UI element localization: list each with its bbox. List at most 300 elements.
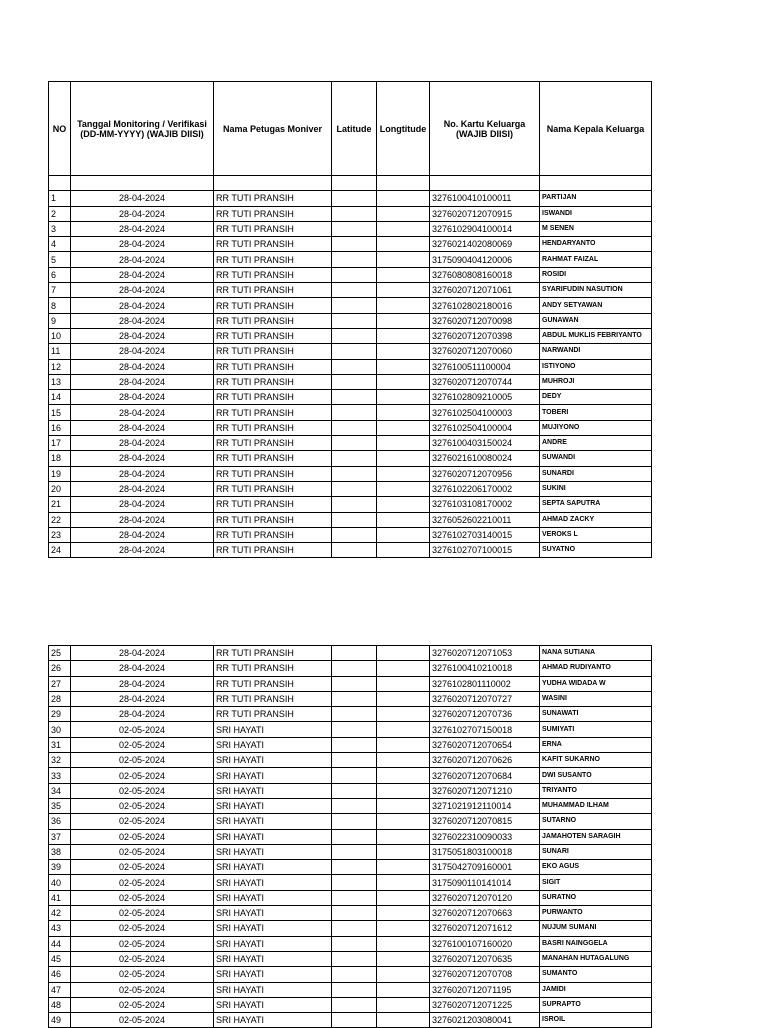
cell-no: 36 — [49, 814, 71, 829]
cell-tanggal: 28-04-2024 — [71, 328, 214, 343]
cell-kepala: TOBERI — [540, 405, 652, 420]
cell-no: 5 — [49, 252, 71, 267]
cell-no: 10 — [49, 328, 71, 343]
cell-longitude — [377, 875, 430, 890]
table-row — [49, 328, 652, 343]
cell-kepala: SUKINI — [540, 481, 652, 496]
cell-longitude — [377, 890, 430, 905]
cell-no: 8 — [49, 298, 71, 313]
cell-petugas: SRI HAYATI — [214, 875, 332, 890]
table-row — [49, 737, 652, 752]
cell-kk: 3276020712070915 — [430, 206, 540, 221]
cell-latitude — [332, 543, 377, 558]
table-row — [49, 374, 652, 389]
cell-petugas: SRI HAYATI — [214, 921, 332, 936]
cell-longitude — [377, 420, 430, 435]
cell-kepala: SUWANDI — [540, 451, 652, 466]
cell-latitude — [332, 967, 377, 982]
cell-kk: 3276102707150018 — [430, 722, 540, 737]
cell-kk: 3276020712071225 — [430, 997, 540, 1012]
cell-longitude — [377, 783, 430, 798]
cell-no: 12 — [49, 359, 71, 374]
cell-petugas: RR TUTI PRANSIH — [214, 646, 332, 661]
cell-petugas: RR TUTI PRANSIH — [214, 527, 332, 542]
cell-longitude — [377, 466, 430, 481]
cell-latitude — [332, 191, 377, 206]
cell-longitude — [377, 798, 430, 813]
cell-petugas: RR TUTI PRANSIH — [214, 676, 332, 691]
cell-tanggal: 28-04-2024 — [71, 676, 214, 691]
cell-latitude — [332, 921, 377, 936]
spacer-cell — [71, 176, 214, 191]
table-row — [49, 829, 652, 844]
cell-kk: 3276102707100015 — [430, 543, 540, 558]
cell-petugas: SRI HAYATI — [214, 783, 332, 798]
cell-petugas: SRI HAYATI — [214, 753, 332, 768]
cell-tanggal: 28-04-2024 — [71, 298, 214, 313]
cell-kepala: ANDRE — [540, 436, 652, 451]
cell-petugas: SRI HAYATI — [214, 814, 332, 829]
cell-no: 38 — [49, 844, 71, 859]
cell-kk: 3276020712071061 — [430, 283, 540, 298]
table-row — [49, 298, 652, 313]
cell-tanggal: 02-05-2024 — [71, 737, 214, 752]
cell-petugas: RR TUTI PRANSIH — [214, 313, 332, 328]
cell-kepala: TRIYANTO — [540, 783, 652, 798]
cell-kepala: EKO AGUS — [540, 860, 652, 875]
cell-no: 29 — [49, 707, 71, 722]
cell-no: 34 — [49, 783, 71, 798]
cell-longitude — [377, 707, 430, 722]
table-row — [49, 221, 652, 236]
cell-petugas: RR TUTI PRANSIH — [214, 466, 332, 481]
cell-kk: 3276020712070635 — [430, 951, 540, 966]
cell-longitude — [377, 676, 430, 691]
cell-kepala: VEROKS L — [540, 527, 652, 542]
cell-kepala: BASRI NAINGGELA — [540, 936, 652, 951]
table-row — [49, 191, 652, 206]
cell-longitude — [377, 206, 430, 221]
cell-kepala: ABDUL MUKLIS FEBRIYANTO — [540, 328, 652, 343]
cell-kepala: PARTIJAN — [540, 191, 652, 206]
cell-petugas: SRI HAYATI — [214, 936, 332, 951]
header-longitude: Longtitude — [377, 82, 430, 176]
cell-longitude — [377, 1013, 430, 1028]
table-row — [49, 783, 652, 798]
cell-kk: 3175090404120006 — [430, 252, 540, 267]
cell-petugas: RR TUTI PRANSIH — [214, 481, 332, 496]
cell-petugas: SRI HAYATI — [214, 1013, 332, 1028]
cell-tanggal: 28-04-2024 — [71, 420, 214, 435]
cell-longitude — [377, 298, 430, 313]
cell-no: 41 — [49, 890, 71, 905]
cell-latitude — [332, 512, 377, 527]
cell-latitude — [332, 936, 377, 951]
cell-tanggal: 28-04-2024 — [71, 466, 214, 481]
cell-no: 44 — [49, 936, 71, 951]
cell-latitude — [332, 860, 377, 875]
cell-latitude — [332, 436, 377, 451]
spacer-cell — [377, 176, 430, 191]
table-row — [49, 497, 652, 512]
cell-longitude — [377, 967, 430, 982]
cell-latitude — [332, 252, 377, 267]
table-row — [49, 875, 652, 890]
cell-kk: 3276020712070956 — [430, 466, 540, 481]
cell-kk: 3271021912110014 — [430, 798, 540, 813]
cell-latitude — [332, 497, 377, 512]
cell-petugas: RR TUTI PRANSIH — [214, 237, 332, 252]
cell-tanggal: 02-05-2024 — [71, 753, 214, 768]
cell-petugas: RR TUTI PRANSIH — [214, 512, 332, 527]
table-row — [49, 814, 652, 829]
cell-petugas: RR TUTI PRANSIH — [214, 390, 332, 405]
cell-latitude — [332, 814, 377, 829]
cell-kk: 3276052602210011 — [430, 512, 540, 527]
cell-no: 24 — [49, 543, 71, 558]
cell-kepala: SEPTA SAPUTRA — [540, 497, 652, 512]
table-row — [49, 890, 652, 905]
cell-no: 40 — [49, 875, 71, 890]
cell-no: 46 — [49, 967, 71, 982]
cell-tanggal: 02-05-2024 — [71, 829, 214, 844]
table-body — [49, 176, 652, 558]
cell-kepala: M SENEN — [540, 221, 652, 236]
cell-petugas: RR TUTI PRANSIH — [214, 436, 332, 451]
cell-tanggal: 28-04-2024 — [71, 252, 214, 267]
cell-kk: 3276020712070654 — [430, 737, 540, 752]
cell-kepala: ERNA — [540, 737, 652, 752]
cell-longitude — [377, 359, 430, 374]
cell-tanggal: 28-04-2024 — [71, 497, 214, 512]
cell-kk: 3276020712071612 — [430, 921, 540, 936]
cell-kk: 3276020712071053 — [430, 646, 540, 661]
table-row — [49, 344, 652, 359]
cell-longitude — [377, 283, 430, 298]
cell-kepala: RAHMAT FAIZAL — [540, 252, 652, 267]
table-row — [49, 906, 652, 921]
cell-latitude — [332, 691, 377, 706]
table-header-row — [49, 82, 652, 176]
cell-latitude — [332, 344, 377, 359]
cell-tanggal: 02-05-2024 — [71, 921, 214, 936]
cell-no: 16 — [49, 420, 71, 435]
cell-petugas: SRI HAYATI — [214, 844, 332, 859]
cell-kk: 3276100410100011 — [430, 191, 540, 206]
cell-kepala: MUHROJI — [540, 374, 652, 389]
cell-tanggal: 02-05-2024 — [71, 906, 214, 921]
cell-kepala: SUYATNO — [540, 543, 652, 558]
cell-longitude — [377, 982, 430, 997]
cell-longitude — [377, 753, 430, 768]
cell-kk: 3276102206170002 — [430, 481, 540, 496]
cell-no: 23 — [49, 527, 71, 542]
cell-petugas: RR TUTI PRANSIH — [214, 206, 332, 221]
cell-petugas: RR TUTI PRANSIH — [214, 252, 332, 267]
table-row — [49, 466, 652, 481]
cell-kepala: ROSIDI — [540, 267, 652, 282]
cell-petugas: SRI HAYATI — [214, 967, 332, 982]
cell-tanggal: 28-04-2024 — [71, 481, 214, 496]
cell-tanggal: 28-04-2024 — [71, 344, 214, 359]
cell-latitude — [332, 829, 377, 844]
cell-latitude — [332, 768, 377, 783]
cell-kk: 3276022310090033 — [430, 829, 540, 844]
table-row — [49, 283, 652, 298]
cell-tanggal: 28-04-2024 — [71, 221, 214, 236]
cell-longitude — [377, 252, 430, 267]
cell-kk: 3276102703140015 — [430, 527, 540, 542]
table-row — [49, 951, 652, 966]
cell-no: 22 — [49, 512, 71, 527]
cell-tanggal: 02-05-2024 — [71, 860, 214, 875]
cell-petugas: RR TUTI PRANSIH — [214, 420, 332, 435]
cell-kepala: ANDY SETYAWAN — [540, 298, 652, 313]
cell-no: 11 — [49, 344, 71, 359]
cell-latitude — [332, 466, 377, 481]
cell-latitude — [332, 298, 377, 313]
cell-kk: 3276020712070708 — [430, 967, 540, 982]
header-spacer-row — [49, 176, 652, 191]
cell-longitude — [377, 997, 430, 1012]
cell-petugas: SRI HAYATI — [214, 982, 332, 997]
cell-longitude — [377, 768, 430, 783]
table-row — [49, 646, 652, 661]
cell-tanggal: 02-05-2024 — [71, 997, 214, 1012]
cell-kepala: DWI SUSANTO — [540, 768, 652, 783]
cell-tanggal: 28-04-2024 — [71, 543, 214, 558]
cell-tanggal: 02-05-2024 — [71, 1013, 214, 1028]
cell-petugas: RR TUTI PRANSIH — [214, 451, 332, 466]
cell-longitude — [377, 374, 430, 389]
table-row — [49, 267, 652, 282]
cell-latitude — [332, 221, 377, 236]
table-row — [49, 844, 652, 859]
header-tanggal: Tanggal Monitoring / Verifikasi (DD-MM-YYYY) (WAJIB DIISI) — [71, 82, 214, 176]
beneficiary-table-page-2 — [48, 645, 652, 1028]
cell-no: 3 — [49, 221, 71, 236]
cell-tanggal: 28-04-2024 — [71, 451, 214, 466]
cell-kk: 3276020712071195 — [430, 982, 540, 997]
cell-longitude — [377, 860, 430, 875]
cell-kk: 3276100511100004 — [430, 359, 540, 374]
cell-tanggal: 28-04-2024 — [71, 646, 214, 661]
table-row — [49, 543, 652, 558]
table-row — [49, 997, 652, 1012]
cell-no: 33 — [49, 768, 71, 783]
table-row — [49, 691, 652, 706]
cell-no: 37 — [49, 829, 71, 844]
cell-kk: 3276020712070626 — [430, 753, 540, 768]
cell-kepala: ISTIYONO — [540, 359, 652, 374]
cell-kepala: PURWANTO — [540, 906, 652, 921]
cell-kk: 3175090110141014 — [430, 875, 540, 890]
cell-tanggal: 28-04-2024 — [71, 283, 214, 298]
cell-no: 49 — [49, 1013, 71, 1028]
cell-kepala: MANAHAN HUTAGALUNG — [540, 951, 652, 966]
cell-tanggal: 28-04-2024 — [71, 374, 214, 389]
cell-longitude — [377, 221, 430, 236]
cell-latitude — [332, 722, 377, 737]
cell-longitude — [377, 237, 430, 252]
header-no: NO — [49, 82, 71, 176]
cell-petugas: RR TUTI PRANSIH — [214, 691, 332, 706]
cell-kepala: MUHAMMAD ILHAM — [540, 798, 652, 813]
cell-petugas: RR TUTI PRANSIH — [214, 543, 332, 558]
cell-petugas: RR TUTI PRANSIH — [214, 359, 332, 374]
cell-kepala: NARWANDI — [540, 344, 652, 359]
cell-petugas: RR TUTI PRANSIH — [214, 374, 332, 389]
cell-longitude — [377, 906, 430, 921]
table-row — [49, 237, 652, 252]
cell-tanggal: 02-05-2024 — [71, 783, 214, 798]
cell-no: 18 — [49, 451, 71, 466]
table-row — [49, 420, 652, 435]
cell-kepala: JAMAHOTEN SARAGIH — [540, 829, 652, 844]
cell-petugas: SRI HAYATI — [214, 997, 332, 1012]
cell-no: 17 — [49, 436, 71, 451]
cell-latitude — [332, 783, 377, 798]
cell-no: 20 — [49, 481, 71, 496]
cell-latitude — [332, 405, 377, 420]
cell-kepala: SUNAWATI — [540, 707, 652, 722]
cell-tanggal: 02-05-2024 — [71, 982, 214, 997]
cell-no: 21 — [49, 497, 71, 512]
cell-no: 28 — [49, 691, 71, 706]
cell-latitude — [332, 906, 377, 921]
cell-no: 4 — [49, 237, 71, 252]
cell-kepala: JAMIDI — [540, 982, 652, 997]
cell-tanggal: 02-05-2024 — [71, 768, 214, 783]
cell-kk: 3276020712070727 — [430, 691, 540, 706]
cell-no: 19 — [49, 466, 71, 481]
cell-tanggal: 28-04-2024 — [71, 512, 214, 527]
cell-kepala: SUNARDI — [540, 466, 652, 481]
cell-kk: 3276102801110002 — [430, 676, 540, 691]
table-row — [49, 722, 652, 737]
cell-kepala: SUNARI — [540, 844, 652, 859]
cell-longitude — [377, 646, 430, 661]
cell-tanggal: 02-05-2024 — [71, 875, 214, 890]
cell-longitude — [377, 191, 430, 206]
cell-no: 42 — [49, 906, 71, 921]
cell-petugas: SRI HAYATI — [214, 722, 332, 737]
cell-latitude — [332, 982, 377, 997]
cell-tanggal: 28-04-2024 — [71, 206, 214, 221]
cell-no: 14 — [49, 390, 71, 405]
cell-tanggal: 28-04-2024 — [71, 359, 214, 374]
cell-petugas: SRI HAYATI — [214, 906, 332, 921]
cell-latitude — [332, 753, 377, 768]
cell-latitude — [332, 737, 377, 752]
cell-longitude — [377, 691, 430, 706]
cell-longitude — [377, 313, 430, 328]
cell-kk: 3276080808160018 — [430, 267, 540, 282]
cell-longitude — [377, 436, 430, 451]
cell-latitude — [332, 676, 377, 691]
cell-longitude — [377, 951, 430, 966]
cell-kk: 3276020712070098 — [430, 313, 540, 328]
cell-kepala: ISROIL — [540, 1013, 652, 1028]
cell-kepala: YUDHA WIDADA W — [540, 676, 652, 691]
cell-longitude — [377, 328, 430, 343]
cell-tanggal: 28-04-2024 — [71, 390, 214, 405]
cell-petugas: SRI HAYATI — [214, 890, 332, 905]
cell-latitude — [332, 283, 377, 298]
cell-no: 1 — [49, 191, 71, 206]
cell-tanggal: 28-04-2024 — [71, 691, 214, 706]
cell-kk: 3276020712070398 — [430, 328, 540, 343]
table-row — [49, 359, 652, 374]
cell-no: 2 — [49, 206, 71, 221]
table-row — [49, 676, 652, 691]
cell-petugas: RR TUTI PRANSIH — [214, 497, 332, 512]
cell-longitude — [377, 844, 430, 859]
table-row — [49, 481, 652, 496]
cell-kk: 3276021402080069 — [430, 237, 540, 252]
header-petugas: Nama Petugas Moniver — [214, 82, 332, 176]
table-row — [49, 527, 652, 542]
cell-petugas: SRI HAYATI — [214, 860, 332, 875]
table-row — [49, 1013, 652, 1028]
cell-longitude — [377, 481, 430, 496]
table-row — [49, 753, 652, 768]
cell-kepala: MUJIYONO — [540, 420, 652, 435]
header-latitude: Latitude — [332, 82, 377, 176]
table-row — [49, 798, 652, 813]
cell-no: 7 — [49, 283, 71, 298]
cell-latitude — [332, 661, 377, 676]
cell-kk: 3276100403150024 — [430, 436, 540, 451]
cell-kepala: KAFIT SUKARNO — [540, 753, 652, 768]
cell-kk: 3276102809210005 — [430, 390, 540, 405]
table-row — [49, 390, 652, 405]
table-row — [49, 661, 652, 676]
cell-kk: 3276020712070744 — [430, 374, 540, 389]
cell-tanggal: 02-05-2024 — [71, 967, 214, 982]
cell-petugas: SRI HAYATI — [214, 829, 332, 844]
cell-tanggal: 28-04-2024 — [71, 267, 214, 282]
cell-tanggal: 28-04-2024 — [71, 191, 214, 206]
table-row — [49, 206, 652, 221]
cell-tanggal: 02-05-2024 — [71, 722, 214, 737]
table-row — [49, 967, 652, 982]
cell-kepala: AHMAD ZACKY — [540, 512, 652, 527]
cell-longitude — [377, 936, 430, 951]
cell-kk: 3276021203080041 — [430, 1013, 540, 1028]
cell-tanggal: 02-05-2024 — [71, 798, 214, 813]
table-row — [49, 451, 652, 466]
cell-no: 31 — [49, 737, 71, 752]
cell-tanggal: 28-04-2024 — [71, 527, 214, 542]
cell-longitude — [377, 390, 430, 405]
cell-petugas: RR TUTI PRANSIH — [214, 267, 332, 282]
cell-kk: 3276102904100014 — [430, 221, 540, 236]
cell-latitude — [332, 267, 377, 282]
table-row — [49, 921, 652, 936]
cell-latitude — [332, 420, 377, 435]
cell-no: 9 — [49, 313, 71, 328]
cell-kepala: SYARIFUDIN NASUTION — [540, 283, 652, 298]
cell-kepala: HENDARYANTO — [540, 237, 652, 252]
cell-kk: 3276021610080024 — [430, 451, 540, 466]
cell-latitude — [332, 875, 377, 890]
cell-latitude — [332, 527, 377, 542]
cell-no: 43 — [49, 921, 71, 936]
cell-kk: 3276102802180016 — [430, 298, 540, 313]
cell-petugas: RR TUTI PRANSIH — [214, 191, 332, 206]
cell-longitude — [377, 722, 430, 737]
